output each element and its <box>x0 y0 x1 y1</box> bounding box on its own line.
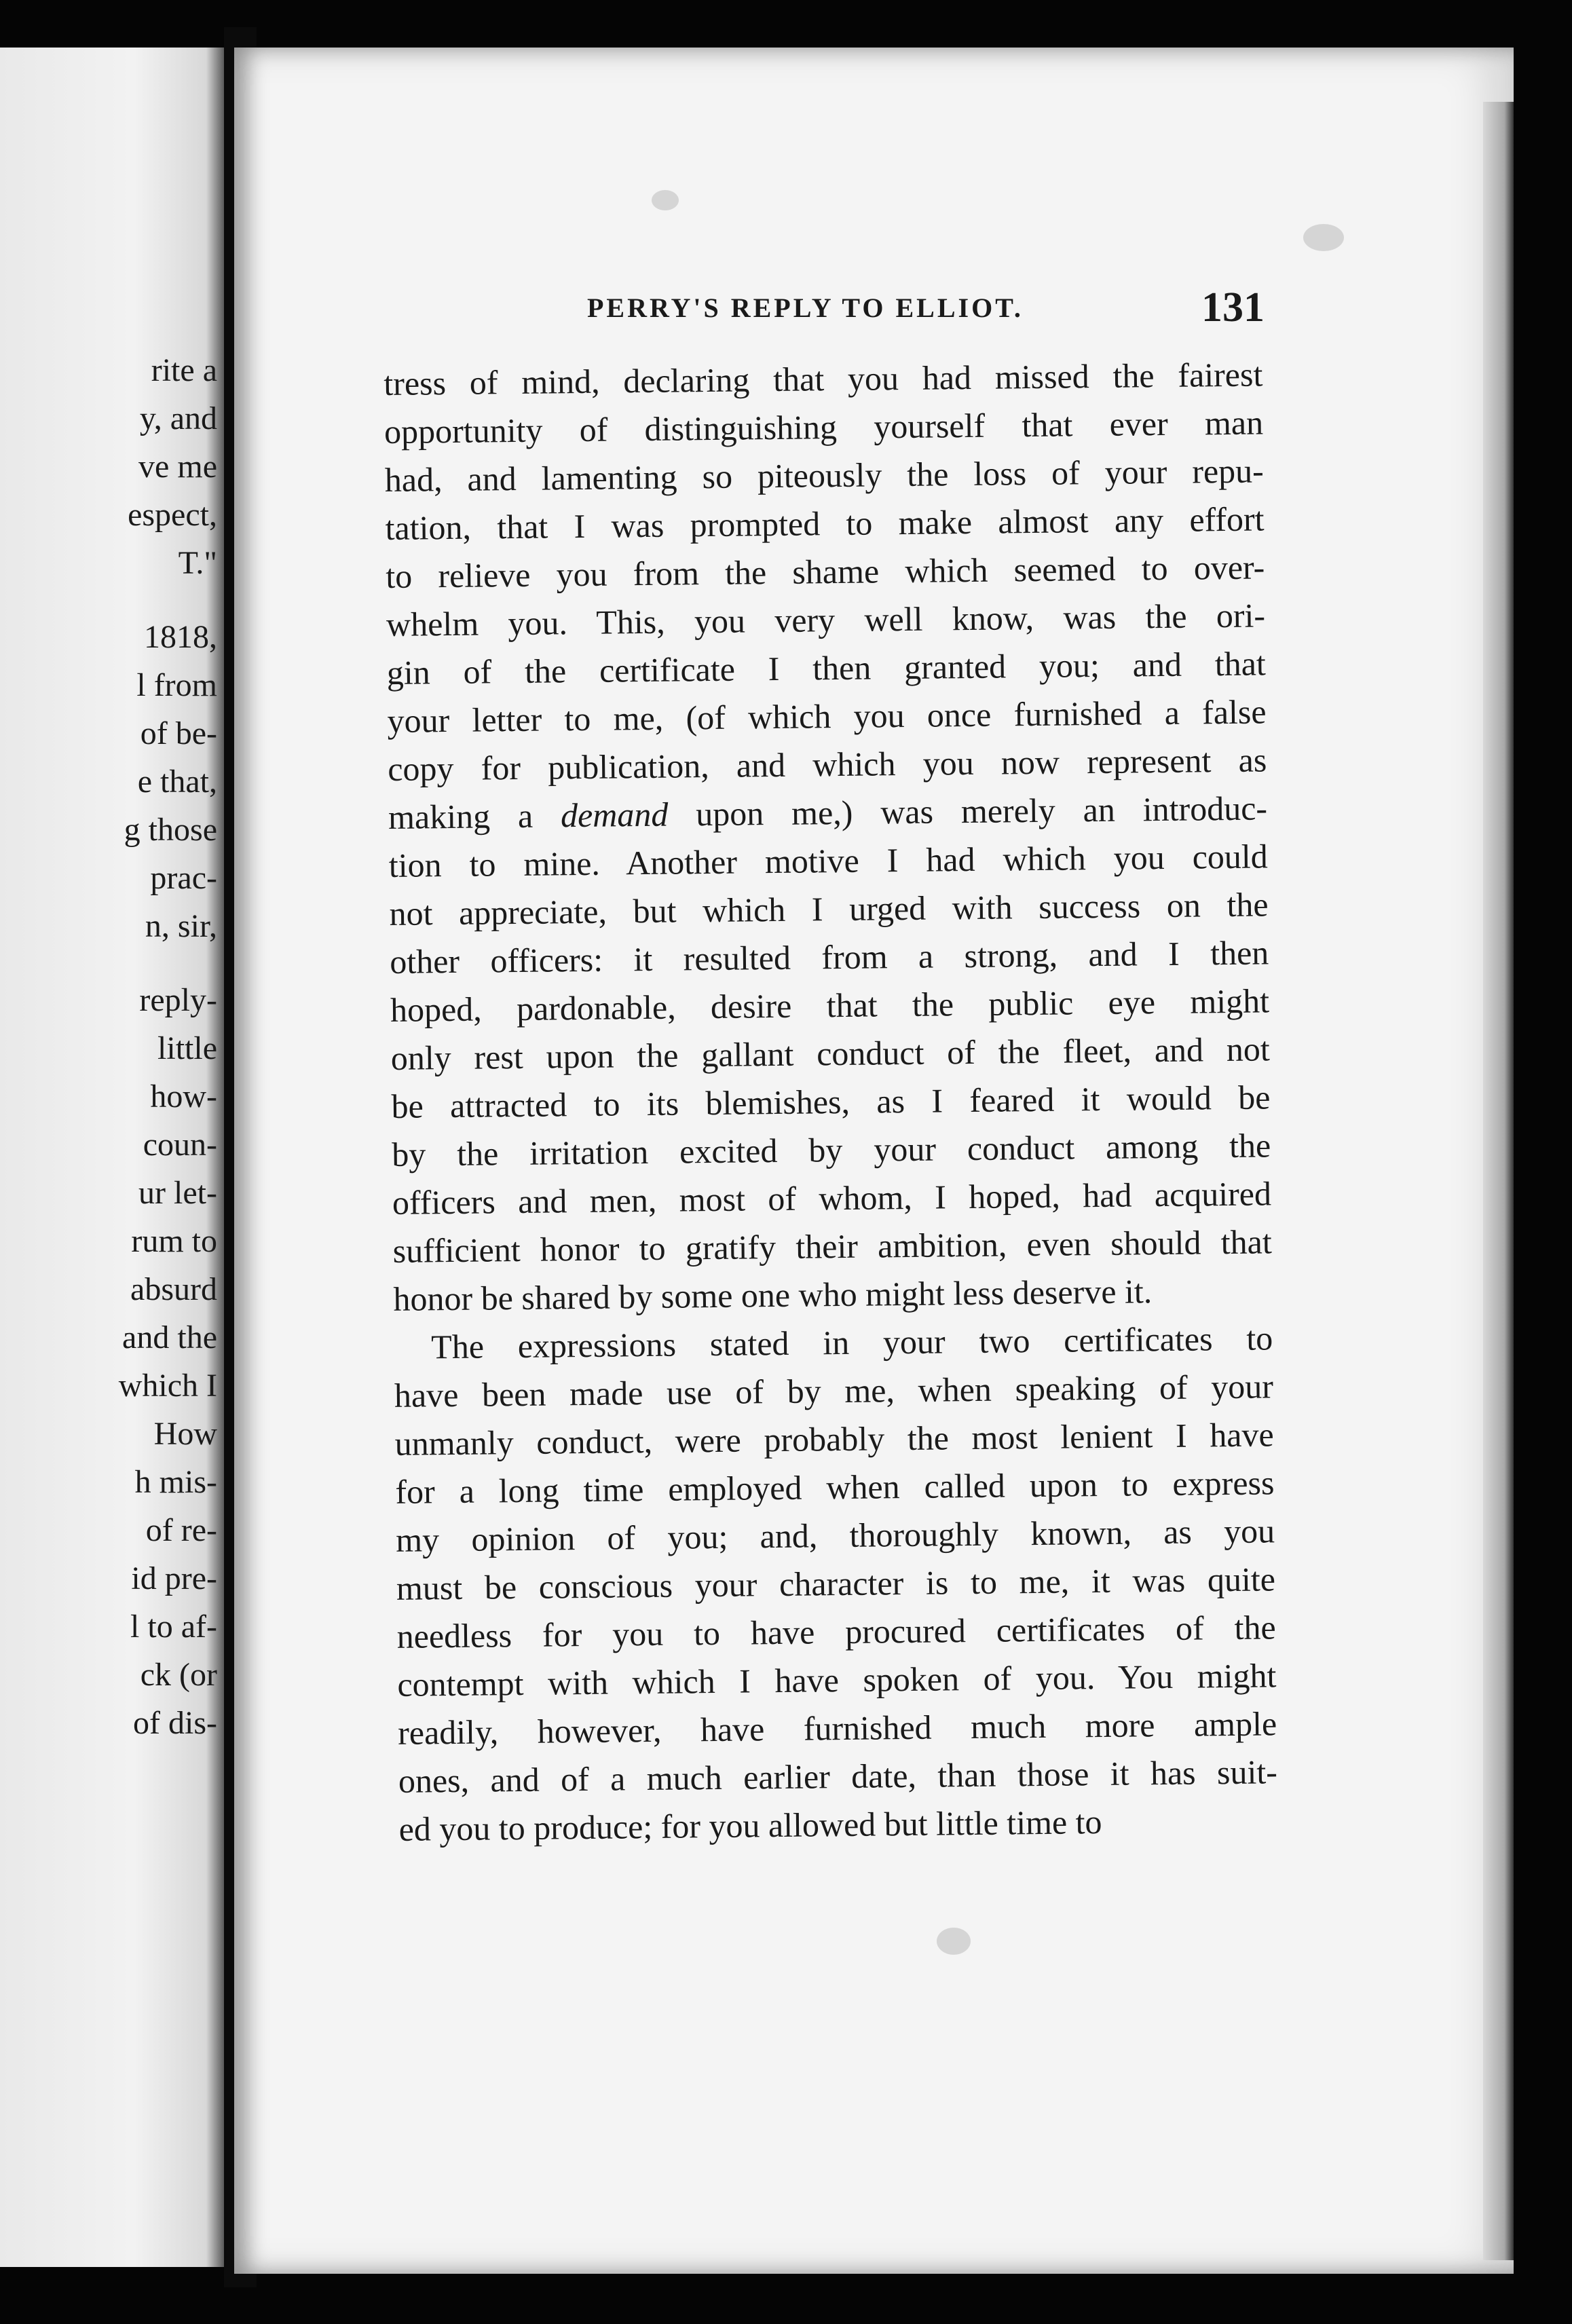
text-line: making a demand upon me,) was merely an introduc- <box>388 789 1268 836</box>
text-line: tion to mine. Another motive I had which you could <box>388 837 1269 884</box>
text-line: opportunity of distinguishing yourself that ever man <box>383 403 1264 451</box>
text-line: unmanly conduct, were probably the most lenient I have <box>394 1415 1274 1463</box>
left-page-line: l to af- <box>130 1609 217 1645</box>
text-line: my opinion of you; and, thoroughly known, as you <box>395 1512 1275 1559</box>
text-line: for a long time employed when called upon to express <box>395 1463 1275 1511</box>
left-page-text <box>0 346 217 1747</box>
paper-blemish <box>937 1928 971 1955</box>
text-line: be attracted to its blemishes, as I feared it would be <box>391 1078 1271 1125</box>
text-line: not appreciate, but which I urged with success on the <box>389 885 1269 933</box>
page-number: 131 <box>1201 284 1265 331</box>
left-page-line: of re- <box>145 1512 217 1548</box>
text-line: by the irritation excited by your conduct among the <box>391 1126 1271 1174</box>
text-line: only rest upon the gallant conduct of the fleet, and not <box>390 1030 1270 1077</box>
left-page-line: rum to <box>131 1223 217 1259</box>
left-page-line: espect, <box>128 497 217 533</box>
text-line: gin of the certificate I then granted you; and that <box>386 644 1267 692</box>
left-page-fragment <box>0 48 224 2267</box>
text-line: tress of mind, declaring that you had missed the fairest <box>383 355 1263 402</box>
left-page-line: little <box>157 1030 217 1066</box>
text-line: officers and men, most of whom, I hoped, had acquired <box>392 1174 1272 1222</box>
left-page-line: which I <box>118 1368 217 1404</box>
left-page-line: g those <box>124 812 217 848</box>
text-line: readily, however, have furnished much more ample <box>397 1704 1277 1752</box>
text-line: tation, that I was prompted to make almost any effort <box>385 500 1265 547</box>
text-line: other officers: it resulted from a strong, and I then <box>389 933 1269 981</box>
text-line: have been made use of by me, when speaking of your <box>394 1367 1274 1414</box>
text-line: to relieve you from the shame which seemed to over- <box>386 548 1265 595</box>
page-edge <box>1483 102 1514 2260</box>
left-page-line: h mis- <box>134 1464 217 1500</box>
left-page-line: id pre- <box>131 1560 217 1596</box>
left-page-line: ur let- <box>138 1175 217 1211</box>
left-page-line: l from <box>136 667 217 703</box>
text-line: honor be shared by some one who might less deserve it. <box>393 1272 1153 1318</box>
left-page-line: of be- <box>140 715 217 751</box>
left-page-line: coun- <box>143 1127 217 1163</box>
text-line: copy for publication, and which you now represent as <box>388 741 1267 788</box>
text-line: The expressions stated in your two certificates to <box>430 1319 1273 1366</box>
italic-word: demand <box>560 795 669 835</box>
text-line: had, and lamenting so piteously the loss of your repu- <box>384 451 1265 499</box>
left-page-line: rite a <box>151 352 217 388</box>
running-head: PERRY'S REPLY TO ELLIOT. <box>587 293 1024 323</box>
text-line: ed you to produce; for you allowed but little time to <box>398 1803 1102 1848</box>
left-page-line: and the <box>122 1319 217 1355</box>
text-line: sufficient honor to gratify their ambition, even should that <box>392 1222 1272 1270</box>
text-line: your letter to me, (of which you once furnished a false <box>387 692 1267 740</box>
paper-blemish <box>1303 224 1344 251</box>
left-page-line <box>0 950 217 976</box>
left-page-line: T." <box>178 545 217 581</box>
left-page-line: e that, <box>137 764 217 800</box>
left-page-line: of dis- <box>133 1705 217 1741</box>
text-line: hoped, pardonable, desire that the public eye might <box>390 981 1270 1029</box>
text-line: contempt with which I have spoken of you. You might <box>397 1656 1277 1704</box>
text-line: must be conscious your character is to me, it was quite <box>396 1560 1276 1607</box>
left-page-line: y, and <box>139 400 217 436</box>
left-page-line: reply- <box>139 982 217 1018</box>
left-page-line: ve me <box>138 449 217 485</box>
text-line: whelm you. This, you very well know, was the ori- <box>386 596 1266 643</box>
text-line: ones, and of a much earlier date, than those it has suit- <box>398 1753 1278 1800</box>
paper-blemish <box>652 190 679 210</box>
left-page-line: 1818, <box>144 619 217 655</box>
left-page-line: how- <box>150 1079 217 1114</box>
left-page-line <box>0 587 217 613</box>
body-text <box>383 350 1278 1853</box>
text-line: needless for you to have procured certificates of the <box>396 1608 1276 1655</box>
left-page-line: n, sir, <box>145 908 217 944</box>
left-page-line: ck (or <box>140 1657 217 1693</box>
left-page-line: prac- <box>150 860 217 896</box>
left-page-line: How <box>153 1416 217 1452</box>
left-page-line: absurd <box>130 1271 217 1307</box>
